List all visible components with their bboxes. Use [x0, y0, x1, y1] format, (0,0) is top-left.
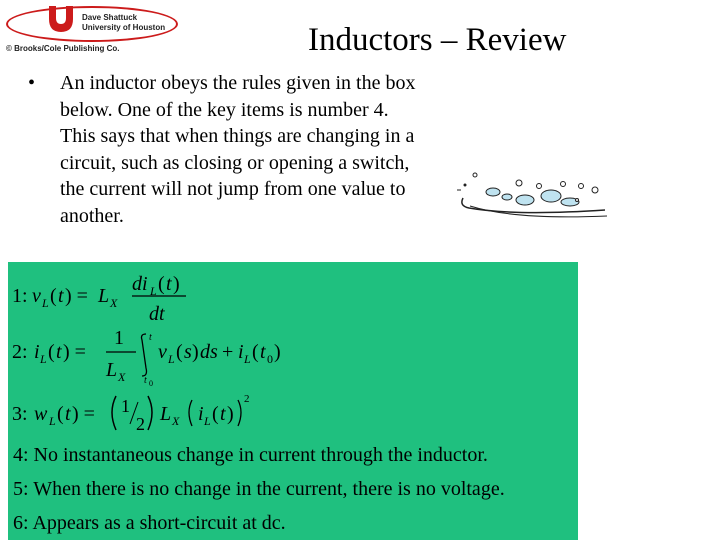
svg-text:t: t	[149, 332, 152, 343]
svg-text:1: 1	[121, 396, 130, 416]
svg-text:L: L	[244, 352, 251, 366]
inductor-rules-box	[8, 262, 578, 540]
svg-text:(: (	[48, 341, 55, 363]
rule-5: 5: When there is no change in the current, there is no voltage.	[13, 478, 505, 500]
logo-name: Dave Shattuck	[82, 13, 138, 22]
svg-text:L: L	[49, 414, 56, 428]
svg-text:2: 2	[244, 393, 250, 405]
svg-text::: :	[22, 341, 28, 363]
svg-text:t: t	[56, 341, 62, 363]
svg-text:t: t	[58, 285, 64, 307]
svg-text:0: 0	[267, 352, 273, 366]
svg-text:t: t	[220, 403, 226, 425]
equation-3-number: 3	[12, 403, 22, 425]
equation-1-number: 1	[12, 285, 22, 307]
logo-university: University of Houston	[82, 23, 166, 32]
svg-text:(: (	[158, 273, 165, 295]
equation-3-formula	[12, 390, 272, 436]
svg-text:L: L	[98, 285, 110, 307]
svg-text:(: (	[212, 403, 219, 425]
equation-2-formula	[12, 326, 312, 386]
svg-text:L: L	[42, 296, 49, 310]
svg-text:dt: dt	[149, 303, 165, 324]
slide-title: Inductors – Review	[308, 22, 567, 58]
svg-text:s: s	[184, 341, 192, 363]
svg-text:di: di	[132, 273, 148, 295]
equation-2-number: 2	[12, 341, 22, 363]
svg-text:1: 1	[114, 327, 124, 349]
svg-text::: :	[22, 285, 28, 307]
svg-text:X: X	[118, 370, 126, 384]
svg-text:L: L	[160, 403, 172, 425]
svg-text:L: L	[204, 414, 211, 428]
svg-text:): )	[274, 341, 281, 363]
svg-text:v: v	[32, 285, 41, 307]
university-logo	[4, 2, 184, 60]
svg-text:(: (	[50, 285, 57, 307]
svg-text:ds: ds	[200, 341, 218, 363]
svg-text:+: +	[222, 341, 234, 363]
equation-2	[12, 326, 312, 392]
svg-text:L: L	[168, 352, 175, 366]
equation-3	[12, 390, 272, 442]
svg-text:t: t	[144, 375, 147, 386]
svg-text:t: t	[166, 273, 172, 295]
equation-1	[12, 270, 212, 330]
svg-text:X: X	[172, 414, 180, 428]
svg-text:) =: ) =	[72, 403, 95, 425]
rule-6: 6: Appears as a short-circuit at dc.	[13, 512, 286, 534]
svg-text:): )	[173, 273, 180, 295]
svg-text:2: 2	[136, 414, 145, 434]
svg-text:i: i	[198, 403, 204, 425]
svg-text:w: w	[34, 403, 48, 425]
bullet-icon: •	[28, 72, 36, 94]
svg-text:t: t	[260, 341, 266, 363]
bullet-text: An inductor obeys the rules given in the box below. One of the key items is number 4. This says that when things are changing in a circuit, such as closing or opening a switch, the current will not jump from one value to another.	[60, 72, 416, 227]
svg-text:i: i	[34, 341, 40, 363]
svg-text::: :	[22, 403, 28, 425]
svg-text:(: (	[252, 341, 259, 363]
svg-text:(: (	[57, 403, 64, 425]
svg-text:): )	[227, 403, 234, 425]
svg-text:L: L	[106, 359, 118, 381]
rule-4: 4: No instantaneous change in current through the inductor.	[13, 444, 488, 466]
logo-publisher: © Brooks/Cole Publishing Co.	[6, 44, 120, 53]
svg-text:): )	[192, 341, 199, 363]
svg-text:(: (	[176, 341, 183, 363]
equation-1-formula	[12, 270, 212, 324]
svg-text:L: L	[150, 284, 157, 298]
svg-text:L: L	[40, 352, 47, 366]
svg-text:X: X	[110, 296, 118, 310]
svg-text:t: t	[65, 403, 71, 425]
svg-text:) =: ) =	[63, 341, 86, 363]
svg-text:v: v	[158, 341, 167, 363]
svg-text:) =: ) =	[65, 285, 88, 307]
svg-text:i: i	[238, 341, 244, 363]
water-splash-icon	[455, 170, 615, 225]
uh-logo-icon	[46, 4, 76, 36]
svg-text:0: 0	[149, 379, 153, 386]
